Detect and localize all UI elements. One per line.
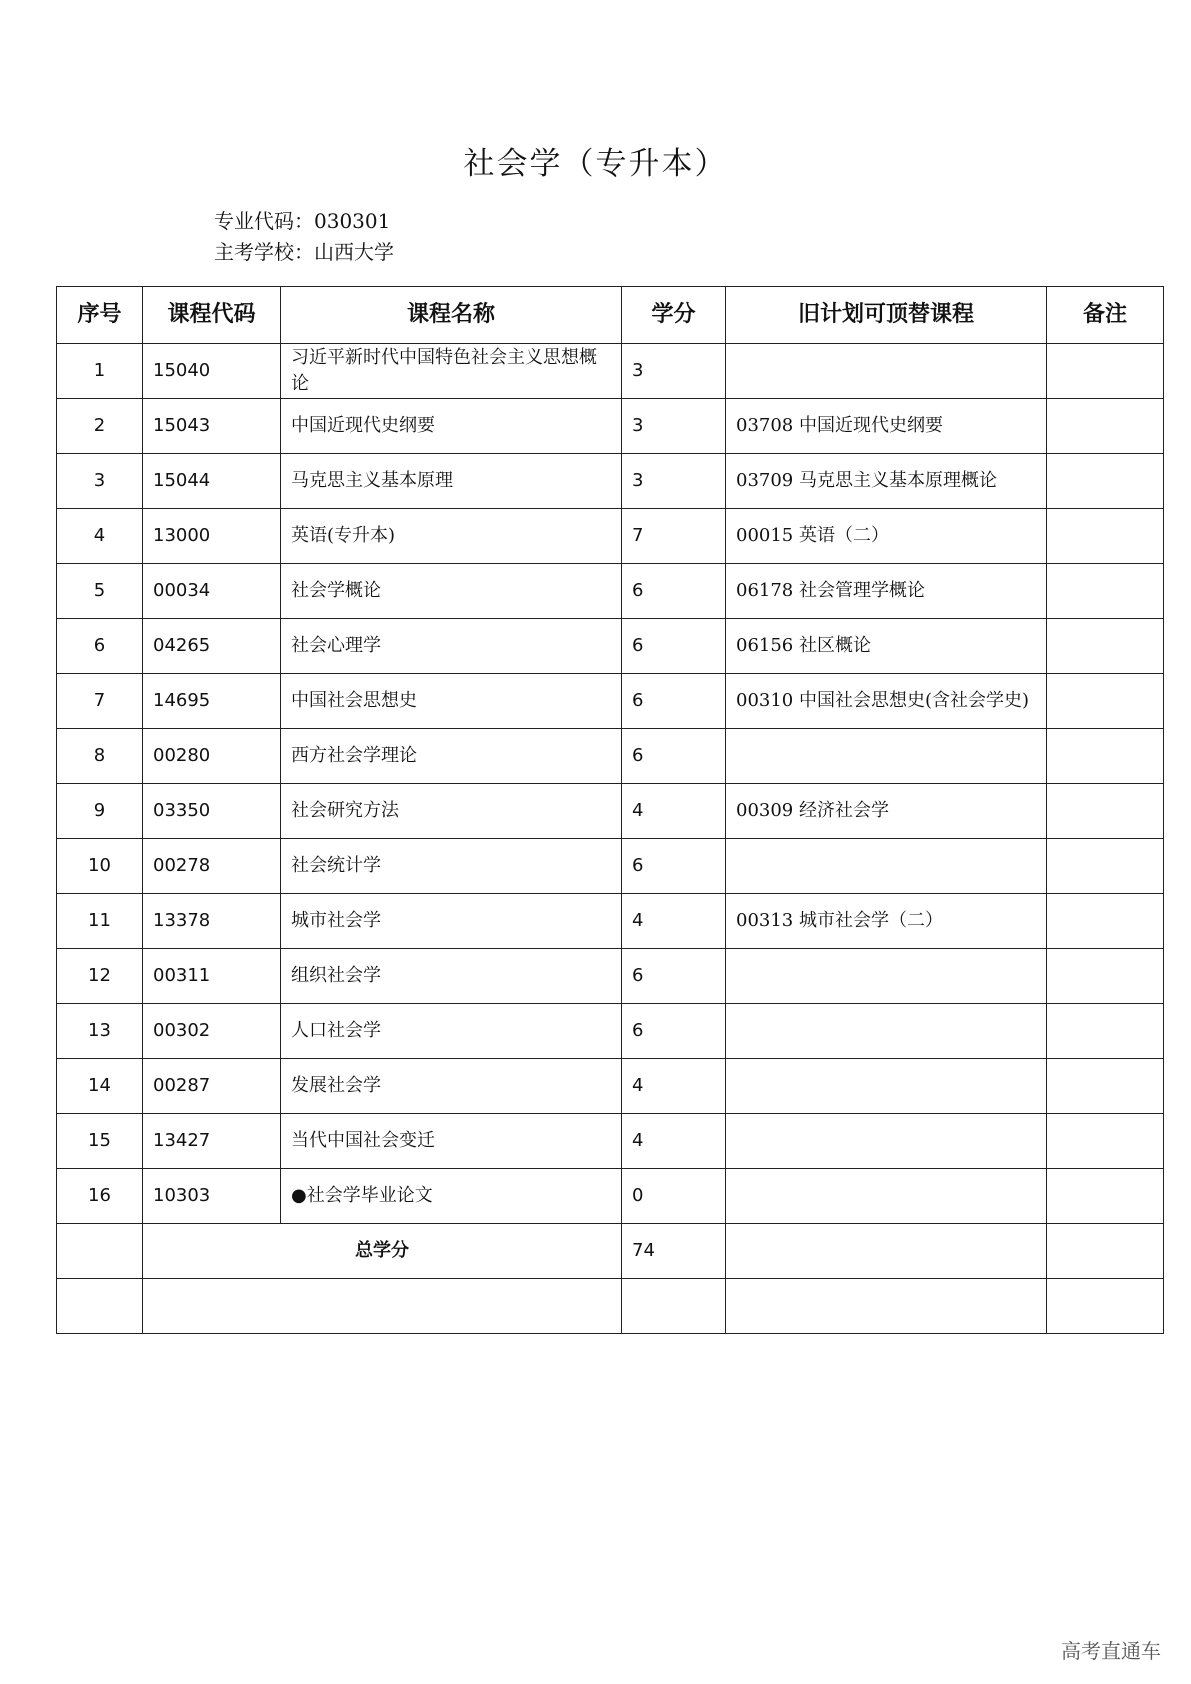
header-credits: 学分	[622, 287, 726, 344]
cell-replacement	[726, 839, 1047, 894]
cell-index: 1	[57, 344, 143, 399]
total-label: 总学分	[143, 1224, 622, 1279]
cell-note	[1047, 1059, 1164, 1114]
cell-name: 城市社会学	[281, 894, 622, 949]
cell-note	[1047, 344, 1164, 399]
cell-credits: 6	[622, 619, 726, 674]
table-row	[57, 344, 1164, 399]
blank-row	[57, 1279, 1164, 1334]
page-title: 社会学（专升本）	[463, 146, 728, 182]
cell-replacement: 03708 中国近现代史纲要	[726, 399, 1047, 454]
cell-credits: 6	[622, 564, 726, 619]
cell-credits: 4	[622, 894, 726, 949]
table-row	[57, 454, 1164, 509]
cell-code: 04265	[143, 619, 281, 674]
table-header-row	[57, 287, 1164, 344]
cell-replacement: 03709 马克思主义基本原理概论	[726, 454, 1047, 509]
cell-name: 中国近现代史纲要	[281, 399, 622, 454]
total-row	[57, 1224, 1164, 1279]
cell-replacement: 00313 城市社会学（二）	[726, 894, 1047, 949]
cell-code: 13000	[143, 509, 281, 564]
cell-code: 13378	[143, 894, 281, 949]
cell-credits: 4	[622, 784, 726, 839]
cell-replacement	[726, 729, 1047, 784]
header-name: 课程名称	[281, 287, 622, 344]
cell-code: 00034	[143, 564, 281, 619]
cell-index: 11	[57, 894, 143, 949]
cell-code: 00287	[143, 1059, 281, 1114]
cell-name: 西方社会学理论	[281, 729, 622, 784]
cell-index: 7	[57, 674, 143, 729]
cell-replacement	[726, 1059, 1047, 1114]
cell-name: 社会学概论	[281, 564, 622, 619]
cell-credits: 0	[622, 1169, 726, 1224]
cell-name: 社会研究方法	[281, 784, 622, 839]
blank-cell	[726, 1279, 1047, 1334]
cell-name: 中国社会思想史	[281, 674, 622, 729]
cell-note	[1047, 674, 1164, 729]
cell-index: 14	[57, 1059, 143, 1114]
cell-note	[1047, 509, 1164, 564]
cell-credits: 7	[622, 509, 726, 564]
cell-index: 3	[57, 454, 143, 509]
school-line	[214, 236, 394, 265]
major-code-line	[214, 205, 390, 234]
table-row	[57, 1004, 1164, 1059]
cell-name: 社会统计学	[281, 839, 622, 894]
table-row	[57, 399, 1164, 454]
cell-note	[1047, 1004, 1164, 1059]
header-index: 序号	[57, 287, 143, 344]
cell-code: 00278	[143, 839, 281, 894]
cell-index: 9	[57, 784, 143, 839]
cell-credits: 4	[622, 1059, 726, 1114]
cell-name: 组织社会学	[281, 949, 622, 1004]
cell-note	[1047, 949, 1164, 1004]
cell-note	[1047, 1114, 1164, 1169]
table-row	[57, 1169, 1164, 1224]
school-label: 主考学校：	[214, 240, 314, 264]
table-row	[57, 839, 1164, 894]
cell-replacement: 00310 中国社会思想史(含社会学史)	[726, 674, 1047, 729]
total-empty-cell	[57, 1224, 143, 1279]
cell-credits: 4	[622, 1114, 726, 1169]
cell-name: 发展社会学	[281, 1059, 622, 1114]
cell-note	[1047, 894, 1164, 949]
table-row	[57, 1114, 1164, 1169]
cell-credits: 6	[622, 729, 726, 784]
cell-index: 12	[57, 949, 143, 1004]
blank-cell	[622, 1279, 726, 1334]
cell-credits: 3	[622, 454, 726, 509]
table-row	[57, 619, 1164, 674]
cell-code: 14695	[143, 674, 281, 729]
major-code-label: 专业代码：	[214, 209, 314, 233]
cell-credits: 6	[622, 674, 726, 729]
cell-name: 马克思主义基本原理	[281, 454, 622, 509]
cell-code: 00302	[143, 1004, 281, 1059]
table-row	[57, 1059, 1164, 1114]
cell-index: 4	[57, 509, 143, 564]
cell-note	[1047, 399, 1164, 454]
cell-index: 2	[57, 399, 143, 454]
cell-code: 13427	[143, 1114, 281, 1169]
total-replacement-cell	[726, 1224, 1047, 1279]
cell-name: 人口社会学	[281, 1004, 622, 1059]
cell-index: 8	[57, 729, 143, 784]
table-row	[57, 729, 1164, 784]
cell-note	[1047, 1169, 1164, 1224]
school-value: 山西大学	[314, 240, 394, 264]
table-row	[57, 564, 1164, 619]
table-row	[57, 894, 1164, 949]
cell-note	[1047, 729, 1164, 784]
cell-note	[1047, 564, 1164, 619]
cell-code: 10303	[143, 1169, 281, 1224]
cell-name: 英语(专升本)	[281, 509, 622, 564]
cell-credits: 6	[622, 949, 726, 1004]
cell-code: 03350	[143, 784, 281, 839]
cell-credits: 3	[622, 344, 726, 399]
cell-index: 10	[57, 839, 143, 894]
cell-replacement: 00309 经济社会学	[726, 784, 1047, 839]
total-note-cell	[1047, 1224, 1164, 1279]
cell-replacement	[726, 1169, 1047, 1224]
header-note: 备注	[1047, 287, 1164, 344]
cell-name: 习近平新时代中国特色社会主义思想概论	[281, 344, 622, 399]
major-code-value: 030301	[314, 209, 391, 233]
header-replacement: 旧计划可顶替课程	[726, 287, 1047, 344]
cell-index: 16	[57, 1169, 143, 1224]
cell-name: 当代中国社会变迁	[281, 1114, 622, 1169]
cell-replacement	[726, 1004, 1047, 1059]
watermark: 高考直通车	[1061, 1639, 1161, 1663]
header-code: 课程代码	[143, 287, 281, 344]
cell-note	[1047, 784, 1164, 839]
blank-cell	[143, 1279, 622, 1334]
table-row	[57, 509, 1164, 564]
cell-code: 00280	[143, 729, 281, 784]
cell-replacement: 06178 社会管理学概论	[726, 564, 1047, 619]
cell-replacement	[726, 344, 1047, 399]
cell-name: 社会心理学	[281, 619, 622, 674]
cell-code: 15043	[143, 399, 281, 454]
cell-note	[1047, 839, 1164, 894]
cell-code: 15044	[143, 454, 281, 509]
cell-replacement: 00015 英语（二）	[726, 509, 1047, 564]
table-row	[57, 784, 1164, 839]
cell-code: 00311	[143, 949, 281, 1004]
cell-index: 5	[57, 564, 143, 619]
cell-note	[1047, 619, 1164, 674]
cell-replacement: 06156 社区概论	[726, 619, 1047, 674]
blank-cell	[1047, 1279, 1164, 1334]
cell-credits: 3	[622, 399, 726, 454]
total-credits: 74	[622, 1224, 726, 1279]
blank-cell	[57, 1279, 143, 1334]
cell-replacement	[726, 1114, 1047, 1169]
cell-index: 13	[57, 1004, 143, 1059]
cell-index: 6	[57, 619, 143, 674]
cell-name: ●社会学毕业论文	[281, 1169, 622, 1224]
cell-index: 15	[57, 1114, 143, 1169]
table-row	[57, 674, 1164, 729]
cell-replacement	[726, 949, 1047, 1004]
cell-credits: 6	[622, 1004, 726, 1059]
cell-credits: 6	[622, 839, 726, 894]
course-table	[56, 286, 1164, 1334]
table-row	[57, 949, 1164, 1004]
cell-code: 15040	[143, 344, 281, 399]
cell-note	[1047, 454, 1164, 509]
